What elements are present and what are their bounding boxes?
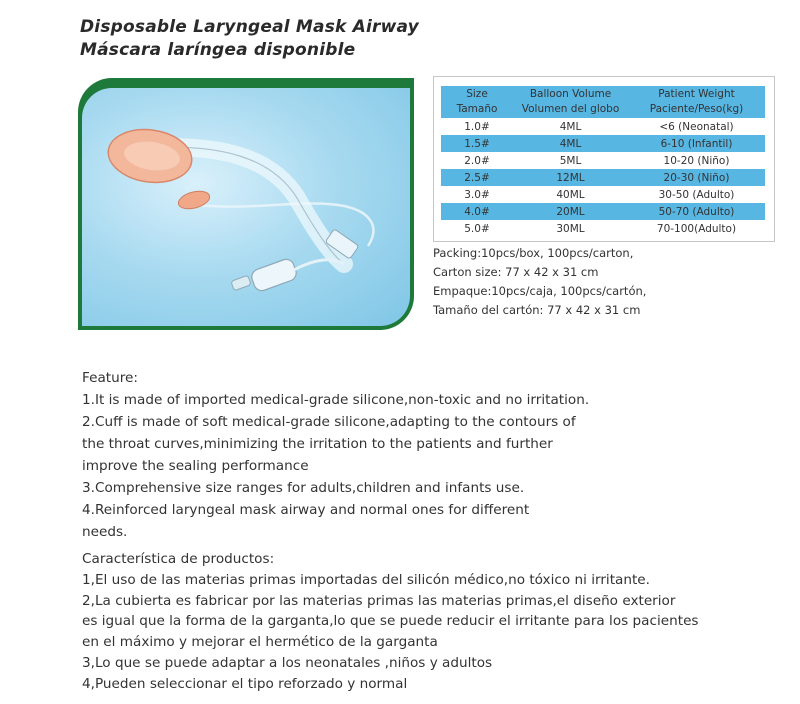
title-spanish: Máscara laríngea disponible xyxy=(80,40,356,60)
cell-volume: 5ML xyxy=(559,154,582,167)
cell-size: 2.5# xyxy=(441,169,513,186)
cell-weight: 70-100(Adulto) xyxy=(656,222,737,235)
feature-line: needs. xyxy=(82,524,128,540)
header-balloon-volume xyxy=(513,86,628,118)
caracteristica-line: 3,Lo que se puede adaptar a los neonatales ,niños y adultos xyxy=(82,654,493,671)
header-size-es: Tamaño xyxy=(456,103,498,115)
feature-line: 1.It is made of imported medical-grade silicone,non-toxic and no irritation. xyxy=(82,392,590,408)
photo-frame xyxy=(78,78,414,330)
table-row xyxy=(441,203,765,220)
packing-line: Packing:10pcs/box, 100pcs/carton, xyxy=(433,246,634,260)
size-table-container xyxy=(433,76,775,242)
packing-line: Tamaño del cartón: 77 x 42 x 31 cm xyxy=(433,303,641,317)
table-row xyxy=(441,152,765,169)
cell-volume: 40ML xyxy=(556,188,585,201)
table-row xyxy=(441,135,765,152)
table-row xyxy=(441,169,765,186)
table-row xyxy=(441,186,765,203)
feature-line: 2.Cuff is made of soft medical-grade silicone,adapting to the contours of xyxy=(82,414,576,430)
caracteristica-line: 2,La cubierta es fabricar por las materias primas las materias primas,el diseño exterior xyxy=(82,592,676,609)
cell-size: 4.0# xyxy=(441,203,513,220)
feature-line: 3.Comprehensive size ranges for adults,children and infants use. xyxy=(82,480,525,496)
cell-size: 5.0# xyxy=(464,222,490,235)
product-photo xyxy=(78,78,414,330)
title-english: Disposable Laryngeal Mask Airway xyxy=(80,17,419,37)
feature-section xyxy=(82,367,732,543)
packing-line: Empaque:10pcs/caja, 100pcs/cartón, xyxy=(433,284,647,298)
feature-line: improve the sealing performance xyxy=(82,458,309,474)
caracteristica-heading: Característica de productos: xyxy=(82,551,275,567)
cell-weight: 30-50 (Adulto) xyxy=(658,188,735,201)
header-weight-es: Paciente/Peso(kg) xyxy=(649,103,744,115)
caracteristica-line: en el máximo y mejorar el hermético de la garganta xyxy=(82,634,438,651)
header-volume-es: Volumen del globo xyxy=(521,103,620,115)
packing-line: Carton size: 77 x 42 x 31 cm xyxy=(433,265,599,279)
cell-volume: 12ML xyxy=(513,169,628,186)
header-patient-weight xyxy=(628,86,765,118)
cell-weight: 10-20 (Niño) xyxy=(663,154,730,167)
cell-volume: 4ML xyxy=(559,120,582,133)
header-size xyxy=(441,86,513,118)
cell-weight: 20-30 (Niño) xyxy=(628,169,765,186)
table-row xyxy=(441,220,765,237)
caracteristica-section xyxy=(82,549,792,695)
laryngeal-mask-illustration xyxy=(82,88,410,326)
cell-weight: <6 (Neonatal) xyxy=(659,120,734,133)
cell-volume: 20ML xyxy=(513,203,628,220)
table-header-row xyxy=(441,86,765,118)
cell-weight: 50-70 (Adulto) xyxy=(628,203,765,220)
caracteristica-line: es igual que la forma de la garganta,lo que se puede reducir el irritante para los pacientes xyxy=(82,613,699,630)
valve-body xyxy=(250,257,299,293)
feature-line: 4.Reinforced laryngeal mask airway and normal ones for different xyxy=(82,502,530,518)
cell-size: 2.0# xyxy=(464,154,490,167)
size-table xyxy=(441,86,765,237)
header-volume-en: Balloon Volume xyxy=(529,88,612,100)
header-weight-en: Patient Weight xyxy=(658,88,735,100)
packing-info xyxy=(433,244,646,320)
page-title xyxy=(80,16,419,62)
cell-weight: 6-10 (Infantil) xyxy=(628,135,765,152)
pilot-balloon xyxy=(176,188,211,212)
cell-size: 1.5# xyxy=(441,135,513,152)
header-size-en: Size xyxy=(466,88,488,100)
caracteristica-line: 4,Pueden seleccionar el tipo reforzado y normal xyxy=(82,675,408,692)
table-row xyxy=(441,118,765,135)
feature-heading: Feature: xyxy=(82,370,138,386)
photo-background xyxy=(82,88,410,326)
valve-tip xyxy=(231,275,251,291)
feature-line: the throat curves,minimizing the irritation to the patients and further xyxy=(82,436,553,452)
caracteristica-line: 1,El uso de las materias primas importadas del silicón médico,no tóxico ni irritante. xyxy=(82,571,650,588)
cell-size: 3.0# xyxy=(464,188,490,201)
cell-volume: 30ML xyxy=(556,222,585,235)
cell-volume: 4ML xyxy=(513,135,628,152)
cell-size: 1.0# xyxy=(464,120,490,133)
